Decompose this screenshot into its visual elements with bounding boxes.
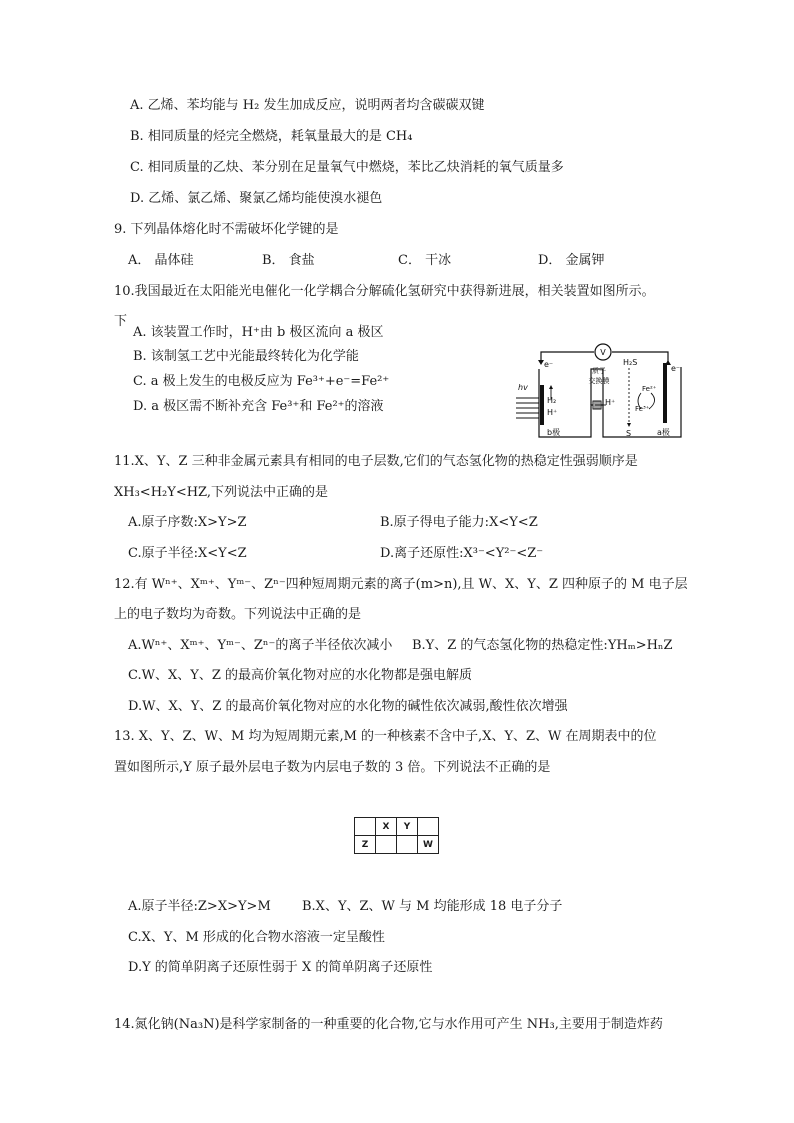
membrane-label-1: 质子	[592, 367, 606, 375]
q10-option-c: C. a 极上发生的电极反应为 Fe³⁺+e⁻=Fe²⁺	[133, 374, 390, 389]
q12-option-d: D.W、X、Y、Z 的最高价氧化物对应的水化物的碱性依次减弱,酸性依次增强	[128, 699, 568, 714]
q12-option-a: A.Wⁿ⁺、Xᵐ⁺、Yᵐ⁻、Zⁿ⁻的离子半径依次减小	[128, 638, 393, 653]
q12-stem-cont: 上的电子数均为奇数。下列说法中正确的是	[114, 607, 362, 622]
h2-label: H₂	[547, 396, 557, 405]
q9-stem: 9. 下列晶体熔化时不需破坏化学键的是	[114, 222, 339, 237]
q12-option-b: B.Y、Z 的气态氢化物的热稳定性:YHₘ>HₙZ	[412, 638, 673, 653]
electrolysis-diagram	[511, 343, 687, 439]
q12-stem: 12.有 Wⁿ⁺、Xᵐ⁺、Yᵐ⁻、Zⁿ⁻四种短周期元素的离子(m>n),且 W、X、Y、Z 四种原子的 M 电子层	[114, 577, 688, 592]
table-cell-w: W	[418, 836, 439, 854]
q8-option-d: D. 乙烯、氯乙烯、聚氯乙烯均能使溴水褪色	[130, 191, 383, 206]
q13-option-d: D.Y 的简单阴离子还原性弱于 X 的简单阴离子还原性	[128, 960, 433, 975]
q11-option-c: C.原子半径:X<Y<Z	[128, 546, 247, 561]
q9-option-b: B． 食盐	[262, 253, 315, 268]
q13-stem: 13. X、Y、Z、W、M 均为短周期元素,M 的一种核素不含中子,X、Y、Z、W 在周期表中的位	[114, 729, 657, 744]
q11-option-d: D.离子还原性:X³⁻<Y²⁻<Z⁻	[380, 546, 544, 561]
s-label: S	[626, 429, 632, 438]
membrane-label-2: 交换膜	[588, 377, 610, 385]
q10-stem: 10.我国最近在太阳能光电催化一化学耦合分解硫化氢研究中获得新进展，相关装置如图所示。	[114, 284, 655, 299]
q8-option-a: A. 乙烯、苯均能与 H₂ 发生加成反应，说明两者均含碳碳双键	[130, 98, 485, 113]
table-cell-z: Z	[355, 836, 376, 854]
periodic-table-fragment	[354, 817, 439, 854]
table-cell	[376, 836, 397, 854]
table-cell	[418, 818, 439, 836]
electron-right-label: e⁻	[671, 364, 681, 373]
fe3-label: Fe³⁺	[635, 405, 650, 413]
wire-right	[612, 352, 668, 363]
q11-option-b: B.原子得电子能力:X<Y<Z	[380, 515, 538, 530]
electrode-a	[663, 363, 667, 423]
q13-stem-cont: 置如图所示,Y 原子最外层电子数为内层电子数的 3 倍。下列说法不正确的是	[114, 760, 551, 775]
h2s-label: H₂S	[623, 358, 638, 367]
q11-option-a: A.原子序数:X>Y>Z	[128, 515, 247, 530]
q8-option-c: C. 相同质量的乙炔、苯分别在足量氧气中燃烧，苯比乙炔消耗的氧气质量多	[130, 160, 564, 175]
table-cell-y: Y	[397, 818, 418, 836]
q13-option-c: C.X、Y、M 形成的化合物水溶液一定呈酸性	[128, 930, 385, 945]
q13-option-b: B.X、Y、Z、W 与 M 均能形成 18 电子分子	[302, 899, 563, 914]
q11-stem: 11.X、Y、Z 三种非金属元素具有相同的电子层数,它们的气态氢化物的热稳定性强弱顺序是	[114, 454, 638, 469]
q9-option-a: A． 晶体硅	[128, 253, 194, 268]
electron-left-label: e⁻	[544, 360, 554, 369]
q9-option-c: C． 干冰	[398, 253, 452, 268]
q14-stem: 14.氮化钠(Na₃N)是科学家制备的一种重要的化合物,它与水作用可产生 NH₃,主要用于制造炸药	[114, 1017, 663, 1032]
q10-option-d: D. a 极区需不断补充含 Fe³⁺和 Fe²⁺的溶液	[133, 399, 384, 414]
a-pole-label: a极	[657, 428, 670, 437]
table-cell	[397, 836, 418, 854]
table-cell	[355, 818, 376, 836]
b-pole-label: b极	[547, 428, 561, 437]
q9-option-d: D． 金属钾	[538, 253, 605, 268]
hplus-mid-label: H⁺	[605, 398, 616, 407]
q8-option-b: B. 相同质量的烃完全燃烧，耗氧量最大的是 CH₄	[130, 129, 413, 144]
q10-option-a: A. 该装置工作时，H⁺由 b 极区流向 a 极区	[133, 325, 384, 340]
table-cell-x: X	[376, 818, 397, 836]
q10-stem-cont: 下	[114, 314, 128, 329]
q12-option-c: C.W、X、Y、Z 的最高价氧化物对应的水化物都是强电解质	[128, 668, 472, 683]
fe2-label: Fe²⁺	[642, 385, 657, 393]
q11-stem-cont: XH₃<H₂Y<HZ,下列说法中正确的是	[114, 485, 328, 500]
electrode-b	[540, 385, 544, 425]
hplus-left-label: H⁺	[547, 408, 558, 417]
voltmeter-label: V	[600, 348, 606, 357]
light-label: hv	[518, 383, 528, 392]
q13-option-a: A.原子半径:Z>X>Y>M	[128, 899, 271, 914]
q10-option-b: B. 该制氢工艺中光能最终转化为化学能	[133, 349, 359, 364]
